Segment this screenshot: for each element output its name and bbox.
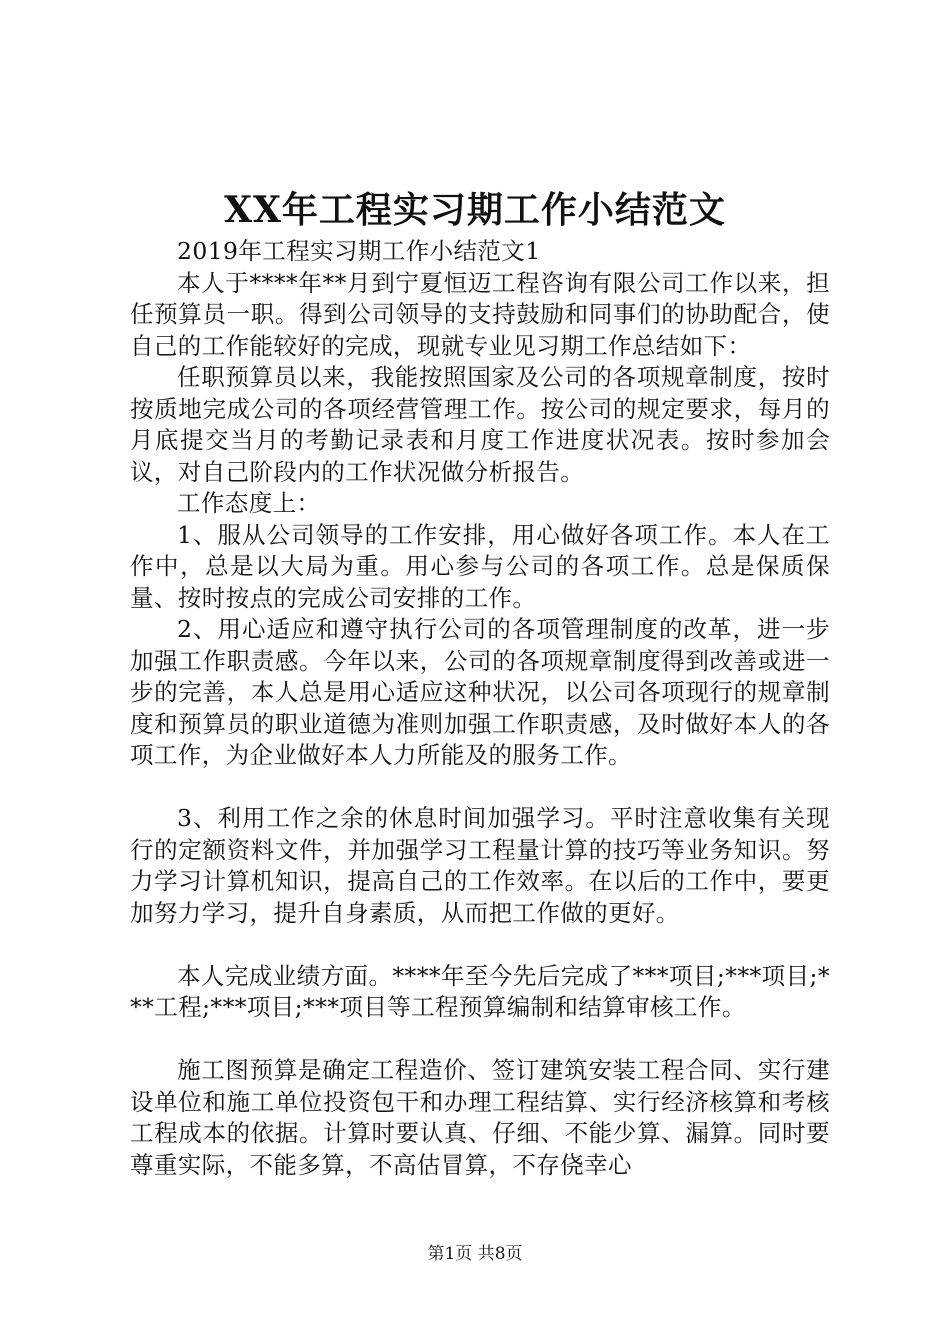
paragraph-gap bbox=[130, 929, 830, 961]
document-body bbox=[130, 236, 830, 1181]
document-title: XX年工程实习期工作小结范文 bbox=[224, 189, 726, 231]
page-footer: 第1页 共8页 bbox=[427, 1244, 523, 1264]
paragraph-gap bbox=[130, 772, 830, 804]
paragraph-duties: 任职预算员以来，我能按照国家及公司的各项规章制度，按时按质地完成公司的各项经营管理工作。按公司的规定要求，每月的月底提交当月的考勤记录表和月度工作进度状况表。按时参加会议，对自己阶段内的工作状况做分析报告。 bbox=[130, 363, 830, 486]
paragraph-gap bbox=[130, 1024, 830, 1056]
paragraph-item-1: 1、服从公司领导的工作安排，用心做好各项工作。本人在工作中，总是以大局为重。用心参与公司的各项工作。总是保质保量、按时按点的完成公司安排的工作。 bbox=[130, 520, 830, 612]
paragraph-intro: 本人于****年**月到宁夏恒迈工程咨询有限公司工作以来，担任预算员一职。得到公司领导的支持鼓励和同事们的协助配合，使自己的工作能较好的完成，现就专业见习期工作总结如下： bbox=[130, 268, 830, 360]
paragraph-item-2: 2、用心适应和遵守执行公司的各项管理制度的改革，进一步加强工作职责感。今年以来，公司的各项规章制度得到改善或进一步的完善，本人总是用心适应这种状况，以公司各项现行的规章制度和预算员的职业道德为准则加强工作职责感，及时做好本人的各项工作，为企业做好本人力所能及的服务工作。 bbox=[130, 615, 830, 769]
paragraph-item-3: 3、利用工作之余的休息时间加强学习。平时注意收集有关现行的定额资料文件，并加强学习工程量计算的技巧等业务知识。努力学习计算机知识，提高自己的工作效率。在以后的工作中，要更加努力学习，提升自身素质，从而把工作做的更好。 bbox=[130, 804, 830, 927]
paragraph-attitude-heading: 工作态度上： bbox=[177, 489, 321, 517]
paragraph-subtitle: 2019年工程实习期工作小结范文1 bbox=[177, 237, 541, 265]
paragraph-budget: 施工图预算是确定工程造价、签订建筑安装工程合同、实行建设单位和施工单位投资包干和办理工程结算、实行经济核算和考核工程成本的依据。计算时要认真、仔细、不能少算、漏算。同时要尊重实际，不能多算，不高估冒算，不存侥幸心 bbox=[130, 1056, 830, 1179]
paragraph-achievements: 本人完成业绩方面。****年至今先后完成了***项目;***项目;***工程;***项目;***项目等工程预算编制和结算审核工作。 bbox=[130, 961, 830, 1021]
